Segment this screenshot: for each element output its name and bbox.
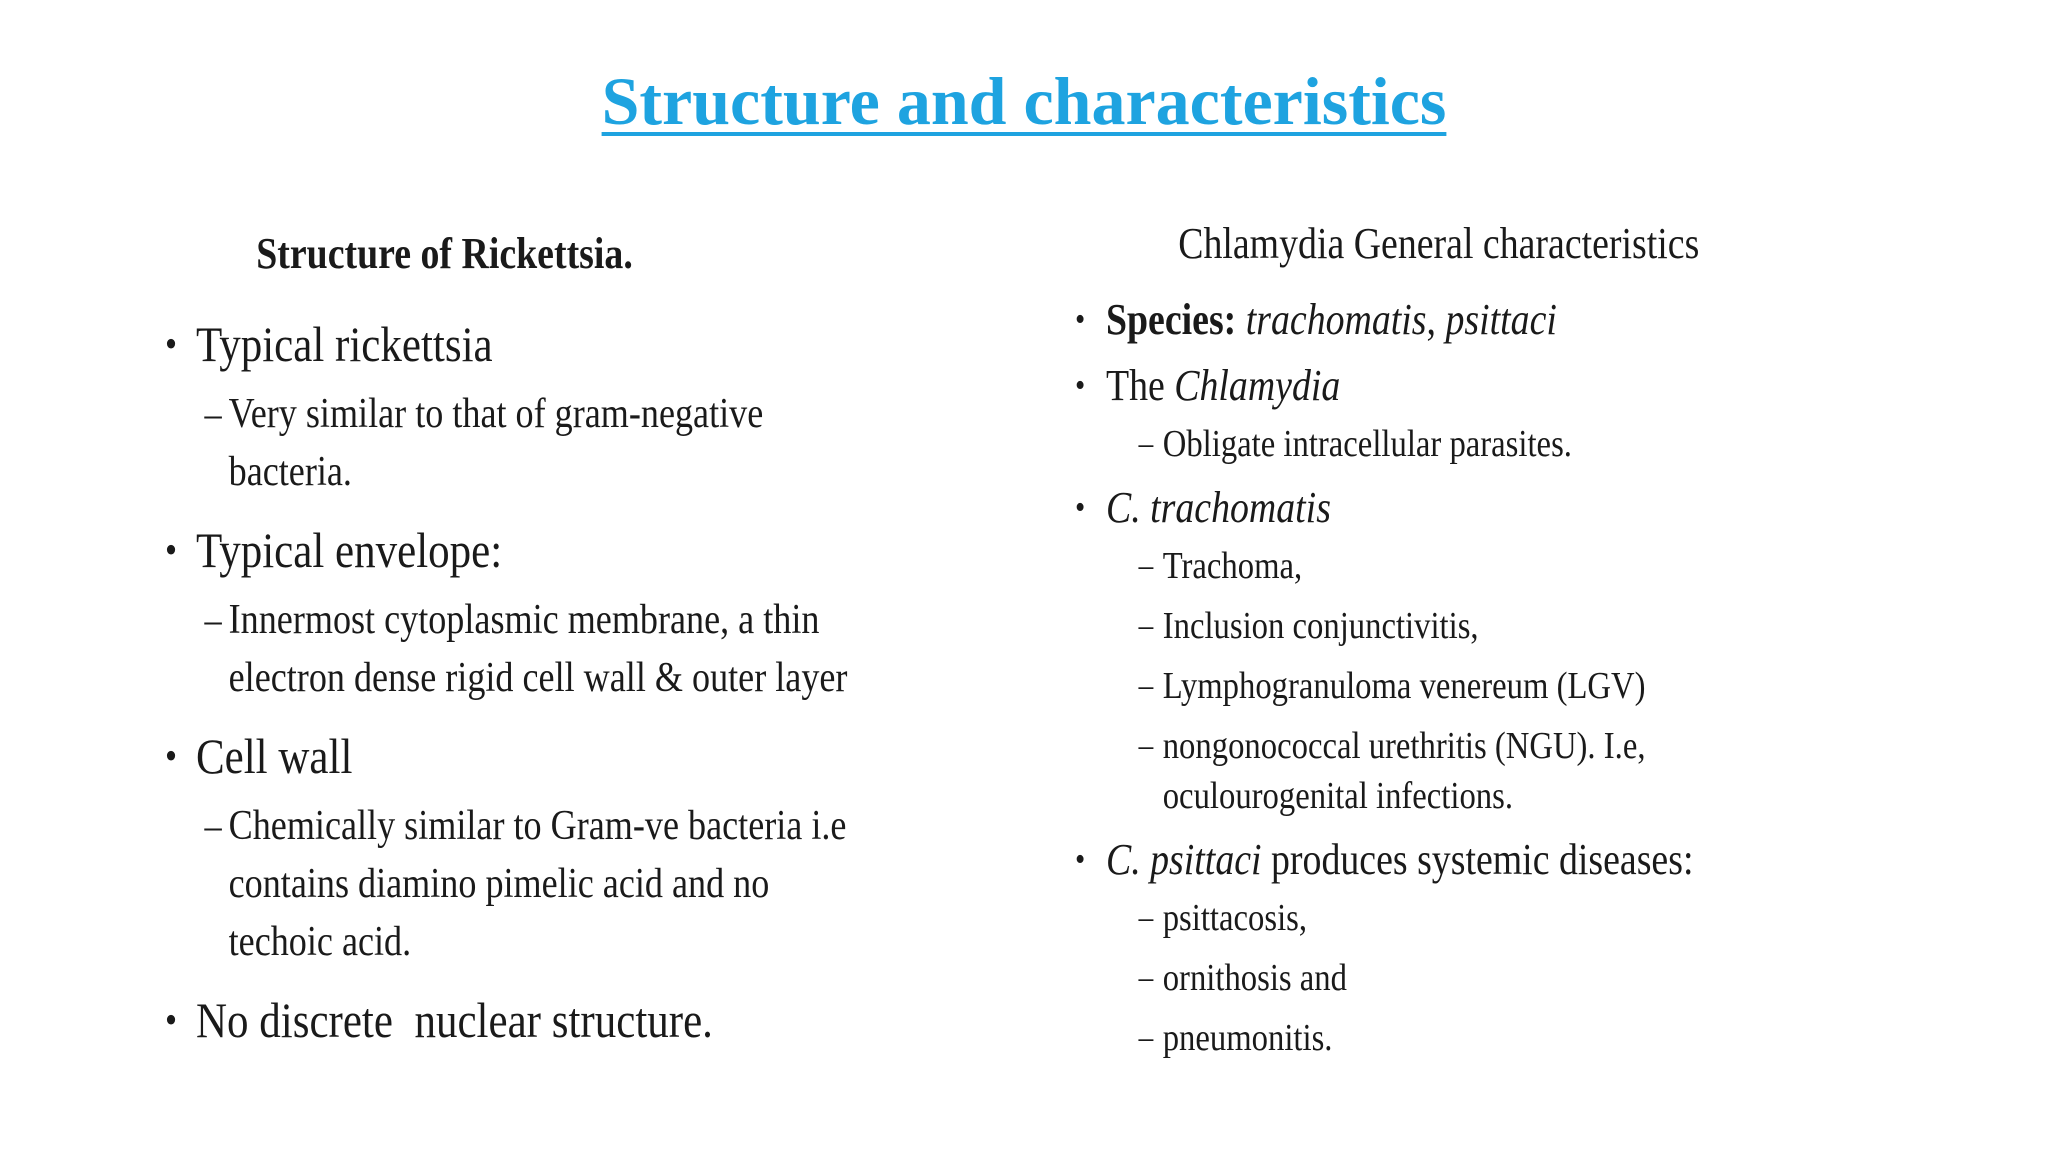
rickettsia-heading: Structure of Rickettsia. xyxy=(256,229,633,278)
sub-list-item: – nongonococcal urethritis (NGU). I.e, oculourogenital infections. xyxy=(1139,721,1849,821)
sub-list-item: – Inclusion conjunctivitis, xyxy=(1139,601,1849,651)
species-value-psittaci: psittaci xyxy=(1445,295,1557,344)
list-item-text: Typical envelope: xyxy=(195,522,503,578)
chlamydia-heading: Chlamydia General characteristics xyxy=(1178,219,1700,268)
rickettsia-panel xyxy=(165,228,879,1069)
sub-list-item: – psittacosis, xyxy=(1139,893,1849,943)
trachomatis-species: trachomatis xyxy=(1140,483,1331,532)
psittaci-species: psittaci xyxy=(1140,835,1262,884)
sub-list-item: – Innermost cytoplasmic membrane, a thin electron dense rigid cell wall & outer layer xyxy=(205,591,879,707)
list-item-text: No discrete nuclear structure. xyxy=(195,992,713,1048)
sub-list-item: – Obligate intracellular parasites. xyxy=(1139,419,1849,469)
list-item xyxy=(165,725,879,971)
psittaci-genus: C. xyxy=(1105,835,1141,884)
species-value-trachomatis: trachomatis xyxy=(1245,295,1427,344)
list-item-chlamydia xyxy=(1075,357,1849,469)
sub-list-item: – pneumonitis. xyxy=(1139,1013,1849,1063)
list-item-text: Cell wall xyxy=(195,728,353,784)
list-item xyxy=(165,519,879,707)
sub-list-item: – Very similar to that of gram-negative bacteria. xyxy=(205,385,879,501)
list-item-species xyxy=(1075,291,1849,349)
sub-list-item: – ornithosis and xyxy=(1139,953,1849,1003)
species-separator: , xyxy=(1426,295,1446,344)
list-item xyxy=(165,313,879,501)
slide-title: Structure and characteristics xyxy=(601,63,1447,139)
trachomatis-genus: C. xyxy=(1105,483,1141,532)
sub-list-item: – Chemically similar to Gram-ve bacteria i.e contains diamino pimelic acid and no techoic acid. xyxy=(205,797,879,971)
chlamydia-list xyxy=(1075,291,1849,1063)
rickettsia-list xyxy=(165,313,879,1051)
sub-list-item: – Trachoma, xyxy=(1139,541,1849,591)
list-item-trachomatis xyxy=(1075,479,1849,821)
chlamydia-prefix: The xyxy=(1105,361,1175,410)
species-label: Species: xyxy=(1105,295,1237,344)
list-item xyxy=(165,989,879,1051)
sub-list-item: – Lymphogranuloma venereum (LGV) xyxy=(1139,661,1849,711)
psittaci-rest: produces systemic diseases: xyxy=(1261,835,1694,884)
chlamydia-panel xyxy=(1075,218,1849,1073)
list-item-psittaci xyxy=(1075,831,1849,1063)
chlamydia-name: Chlamydia xyxy=(1174,361,1341,410)
list-item-text: Typical rickettsia xyxy=(195,316,493,372)
